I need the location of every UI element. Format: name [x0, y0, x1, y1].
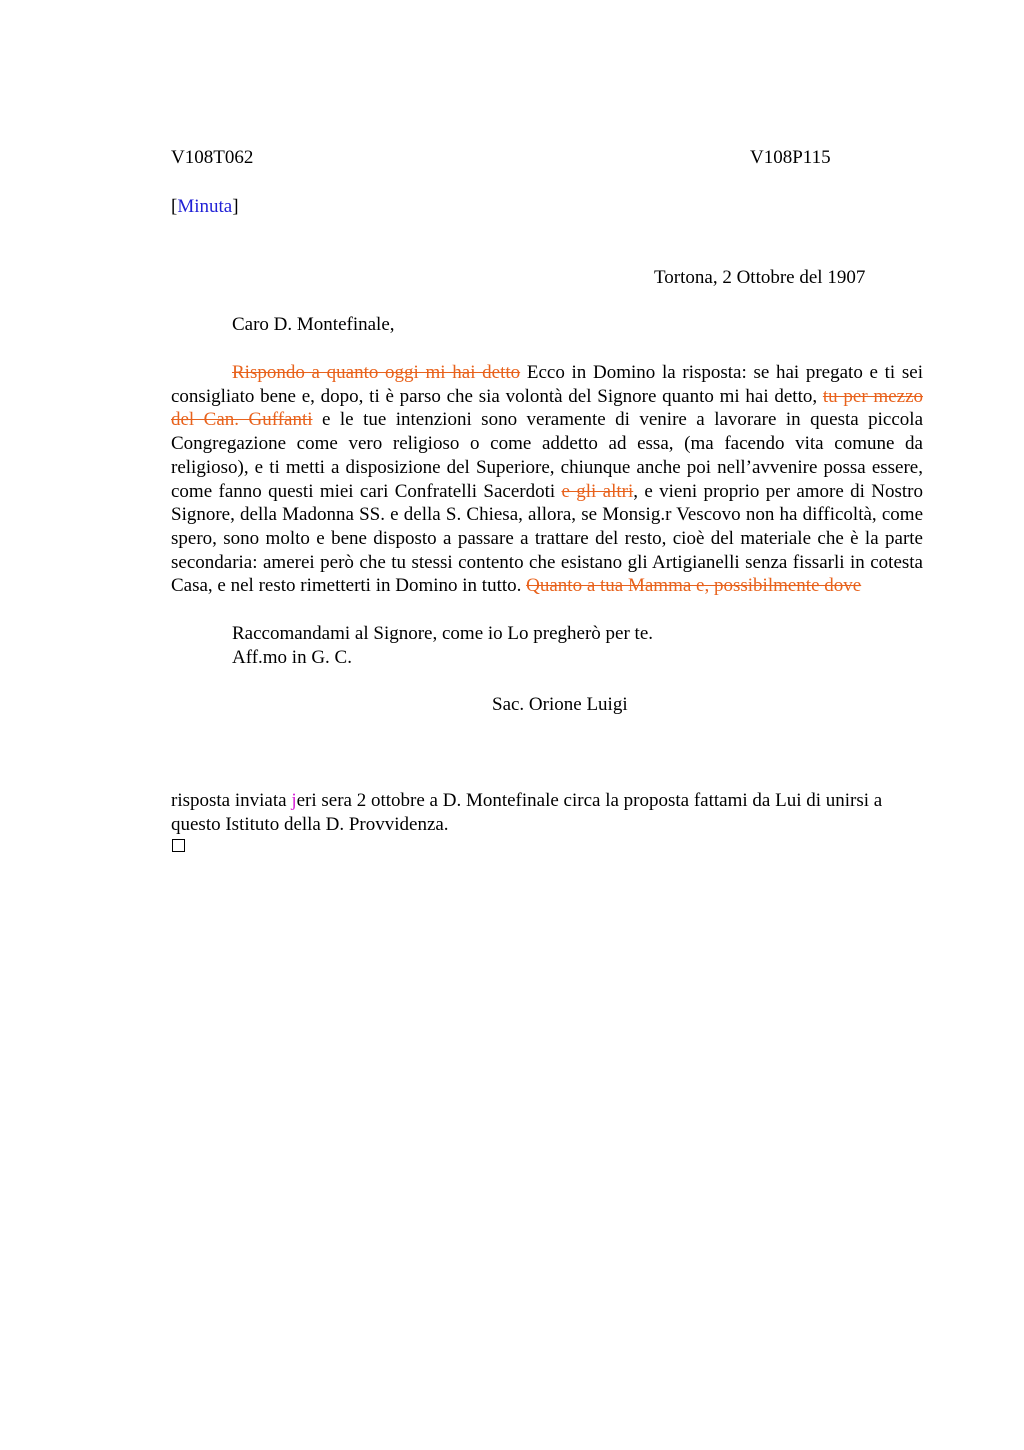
checkbox-square-icon [172, 839, 185, 852]
minuta-tag [171, 196, 239, 218]
body-text: , e vieni proprio per amore di Nostro Signore, della Madonna SS. e della S. Chiesa, allora, se Monsig.r Vescovo non ha difficoltà, come spero, sono molto e bene disposto a passare a trattare del resto, cioè del materiale che è la parte secondaria: amerei però che tu stessi contento che esistano gli Artigianelli senza fissarli in cotesta Casa, e nel resto rimetterti in Domino in tutto. [171, 480, 923, 597]
deleted-text: tu per mezzo del Can. Guffanti [171, 385, 923, 431]
deleted-text: Quanto a tua Mamma e, possibilmente dove [526, 575, 862, 597]
minuta-open-bracket: [ [171, 196, 178, 217]
header-right-code: V108P115 [750, 147, 831, 168]
body-text: Ecco in Domino la risposta: se hai pregato e ti sei consigliato bene e, dopo, ti è parso che sia volontà del Signore quanto mi hai detto, [171, 362, 923, 407]
note-text: eri sera 2 ottobre a D. Montefinale circa la proposta fattami da Lui di unirsi a questo Istituto della D. Provvidenza. [171, 790, 883, 835]
note-text: risposta inviata [171, 790, 292, 811]
signature: Sac. Orione Luigi [492, 694, 628, 715]
body-text: e le tue intenzioni sono veramente di venire a lavorare in questa piccola Congregazione come vero religioso o come addetto ad essa, (ma facendo vita comune da religioso), e ti metti a disposizione del Superiore, chiunque anche poi nell’avvenire possa essere, come fanno questi miei cari Confratelli Sacerdoti [171, 409, 923, 502]
minuta-close-bracket: ] [232, 196, 239, 217]
archive-note [171, 789, 911, 836]
closing-greeting: Aff.mo in G. C. [232, 647, 352, 668]
date-line: Tortona, 2 Ottobre del 1907 [654, 267, 866, 288]
note-highlight-letter: j [291, 790, 297, 811]
minuta-label: Minuta [177, 196, 233, 217]
deleted-text: e gli altri [561, 480, 634, 502]
header-left-code: V108T062 [171, 147, 254, 168]
deleted-text: Rispondo a quanto oggi mi hai detto [232, 362, 521, 383]
salutation: Caro D. Montefinale, [232, 314, 395, 335]
letter-body [171, 361, 923, 598]
closing-line: Raccomandami al Signore, come io Lo pregherò per te. [232, 623, 654, 644]
